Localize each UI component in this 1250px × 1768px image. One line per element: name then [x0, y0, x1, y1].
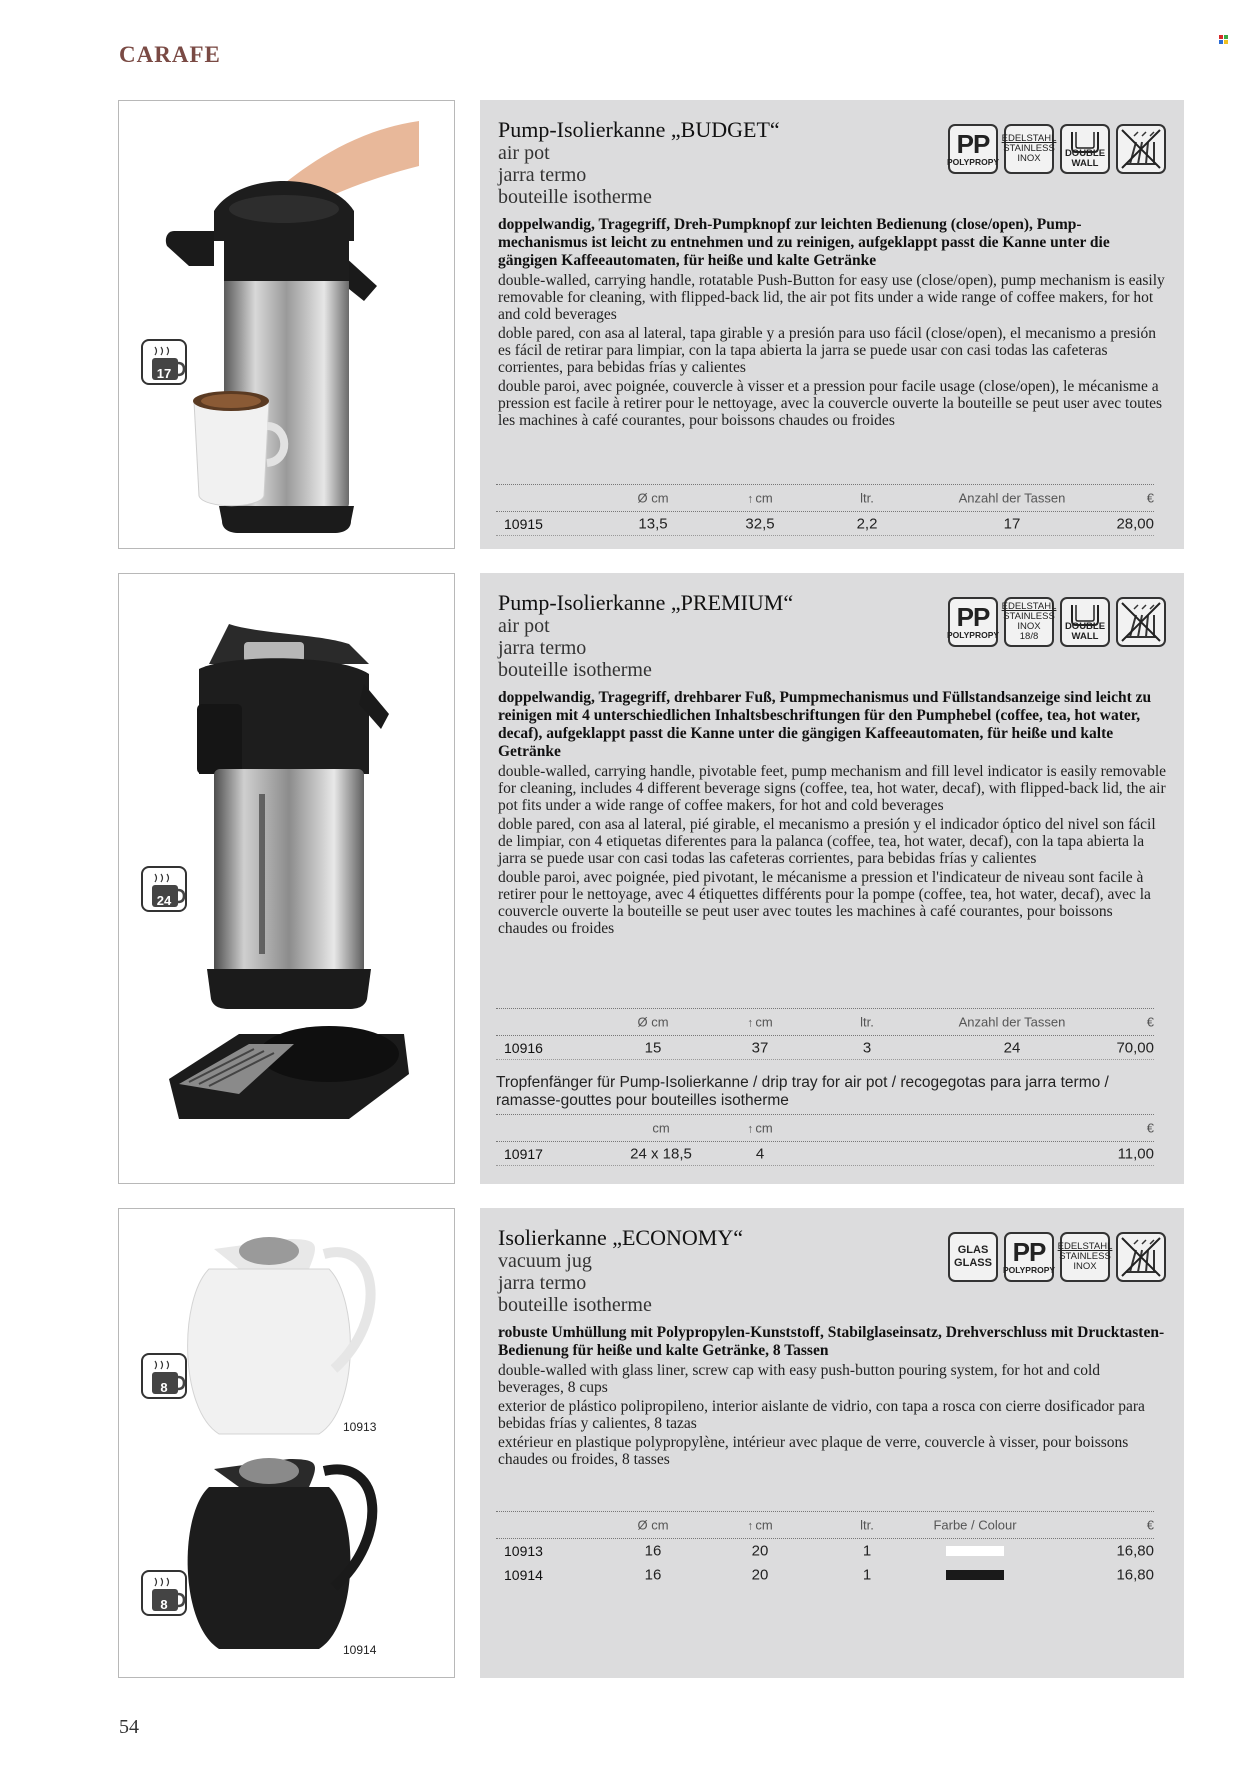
height-arrow-icon: ↑ [747, 491, 754, 506]
product-title: Isolierkanne „ECONOMY“ [498, 1225, 743, 1250]
image-label-white-jug: 10913 [343, 1420, 377, 1434]
drip-tray-description [496, 1074, 1154, 1110]
spec-header: Ø cm ↑ cm ltr. Farbe / Colour € [496, 1511, 1154, 1539]
no-dishwasher-icon [1116, 597, 1166, 647]
polypropylene-icon: PP POLYPROPY [1004, 1232, 1054, 1282]
product-image-budget [118, 100, 455, 549]
spec-header: Ø cm ↑ cm ltr. Anzahl der Tassen € [496, 1008, 1154, 1036]
product-subtitle-en: air pot [498, 615, 550, 637]
spec-header: Ø cm ↑ cm ltr. Anzahl der Tassen € [496, 484, 1154, 512]
double-wall-icon: DOUBLE WALL [1060, 124, 1110, 174]
description-fr: double paroi, avec poignée, couvercle à visser et a pression pour facile usage (close/open), le mécanisme a pression est facile à retirer pour le nettoyage, avec la couvercle ouverte la bouteille se peut user avec toutes les machines à café courantes, pour boissons chaudes ou froides [498, 378, 1163, 429]
spec-table-premium [496, 1008, 1154, 1166]
no-dishwasher-icon [1116, 124, 1166, 174]
height-arrow-icon: ↑ [747, 1121, 754, 1136]
product-title: Pump-Isolierkanne „PREMIUM“ [498, 590, 794, 615]
stainless-steel-icon: EDELSTAHL STAINLESS INOX [1060, 1232, 1110, 1282]
description-fr: double paroi, avec poignée, pied pivotant, le mécanisme a pression et l'indicateur de niveau sont facile à retirer pour le nettoyage, avec 4 étiquettes différents pour la pompe (coffee, tea, hot water, decaf), avec la couvercle ouverte la bouteille se peut user avec toutes les machines à café courantes, pour boissons chaudes ou froides [498, 869, 1151, 937]
drip-tray-title-de: Tropfenfänger für Pump-Isolierkanne [496, 1074, 749, 1091]
color-swatch-black [946, 1570, 1004, 1580]
product-subtitle-es: jarra termo [498, 164, 587, 186]
drip-tray-title-translations: / drip tray for air pot / recogegotas para jarra termo / ramasse-gouttes pour bouteilles isotherme [496, 1074, 1109, 1109]
product-info-budget [480, 100, 1184, 549]
height-arrow-icon: ↑ [747, 1015, 754, 1030]
spec-table-economy [496, 1511, 1154, 1587]
spec-row: 10915 13,5 32,5 2,2 17 28,00 [496, 512, 1154, 536]
product-title: Pump-Isolierkanne „BUDGET“ [498, 117, 780, 142]
stainless-steel-icon: EDELSTAHL STAINLESS INOX [1004, 124, 1054, 174]
description-es: doble pared, con asa al lateral, pié girable, el mecanismo a presión y el indicador óptico del nivel son fácil de limpiar, con 4 etiquetas diferentes para la palanca (coffee, tea, hot water, decaf), con la tapa abierta la jarra se puede usar con casi todas las cafeteras corrientes, para bebidas frías y calientes [498, 816, 1156, 867]
product-subtitle-en: vacuum jug [498, 1250, 592, 1272]
product-subtitle-es: jarra termo [498, 637, 587, 659]
description-fr: extérieur en plastique polypropylène, intérieur avec plaque de verre, couvercle à visser, pour boissons chaudes ou froides, 8 tasses [498, 1434, 1129, 1468]
cup-count: 8 [160, 1380, 168, 1395]
height-arrow-icon: ↑ [747, 1518, 754, 1533]
product-info-economy [480, 1208, 1184, 1678]
no-dishwasher-icon [1116, 1232, 1166, 1282]
polypropylene-icon: PP POLYPROPY [948, 124, 998, 174]
cup-count: 8 [160, 1597, 168, 1612]
description-en: double-walled, carrying handle, rotatable Push-Button for easy use (close/open), pump mechanism is easily removable for cleaning, with flipped-back lid, the air pot fits under a wide range of coffee makers, for hot and cold beverages [498, 272, 1165, 323]
product-subtitle-fr: bouteille isotherme [498, 659, 652, 681]
color-mark-icon [1219, 35, 1228, 44]
spec-row: 10913 16 20 1 16,80 [504, 1542, 1154, 1560]
polypropylene-icon: PP POLYPROPY [948, 597, 998, 647]
description-es: doble pared, con asa al lateral, tapa girable y a presión para uso fácil (close/open), el mecanismo a presión es fácil de retirar para limpiar, con la tapa abierta la jarra se puede usar con casi todas las cafeteras corrientes, para bebidas frías y calientes [498, 325, 1157, 376]
product-subtitle-fr: bouteille isotherme [498, 1294, 652, 1316]
stainless-steel-icon: EDELSTAHL STAINLESS INOX 18/8 [1004, 597, 1054, 647]
description-es: exterior de plástico polipropileno, interior aislante de vidrio, con tapa a rosca con cierre dosificador para bebidas frías y calientes, 8 tazas [498, 1398, 1145, 1432]
product-subtitle-es: jarra termo [498, 1272, 587, 1294]
spec-row: 10916 15 37 3 24 70,00 [496, 1036, 1154, 1060]
cup-count: 17 [156, 366, 172, 381]
double-wall-icon: DOUBLE WALL [1060, 597, 1110, 647]
material-icons [948, 597, 1166, 647]
material-icons [948, 124, 1166, 174]
cup-capacity-badge [141, 339, 187, 385]
material-icons [948, 1232, 1166, 1282]
spec-table-budget [496, 484, 1154, 536]
cup-count: 24 [156, 893, 172, 908]
drip-tray-spec-row: 10917 24 x 18,5 4 11,00 [496, 1142, 1154, 1166]
section-title: CARAFE [119, 42, 221, 67]
spec-row: 10914 16 20 1 16,80 [504, 1566, 1154, 1584]
description-de: robuste Umhüllung mit Polypropylen-Kunststoff, Stabilglaseinsatz, Drehverschluss mit Drucktasten-Bedienung für heiße und kalte Getränke, 8 Tassen [498, 1324, 1165, 1359]
page-number: 54 [119, 1716, 139, 1738]
product-subtitle-fr: bouteille isotherme [498, 186, 652, 208]
cup-capacity-badge [141, 1353, 187, 1399]
description-de: doppelwandig, Tragegriff, Dreh-Pumpknopf zur leichten Bedienung (close/open), Pump-mechanismus ist leicht zu entnehmen und zu reinigen, aufgeklappt passt die Kanne unter die gängigen Kaffeeautomaten, für heiße und kalte Getränke [498, 216, 1110, 269]
glass-icon: GLAS GLASS [948, 1232, 998, 1282]
product-subtitle-en: air pot [498, 142, 550, 164]
drip-tray-spec-header: cm ↑ cm € [496, 1114, 1154, 1142]
description-en: double-walled with glass liner, screw cap with easy push-button pouring system, for hot and cold beverages, 8 cups [498, 1362, 1101, 1396]
air-pot-budget-illustration [119, 101, 456, 550]
image-label-black-jug: 10914 [343, 1643, 377, 1657]
description-de: doppelwandig, Tragegriff, drehbarer Fuß, Pumpmechanismus und Füllstandsanzeige sind leicht zu reinigen mit 4 unterschiedlichen Inhaltsbeschriftungen für den Pumphebel (coffee, tea, hot water, decaf), aufgeklappt passt die Kanne unter die gängigen Kaffeeautomaten, für heiße und kalte Getränke [498, 689, 1152, 760]
description-en: double-walled, carrying handle, pivotable feet, pump mechanism and fill level indicator is easily removable for cleaning, includes 4 different beverage signs (coffee, tea, hot water, decaf), with flipped-back lid, the air pot fits under a wide range of coffee makers, for hot and cold beverages [498, 763, 1166, 814]
color-swatch-white [946, 1546, 1004, 1556]
cup-capacity-badge [141, 1570, 187, 1616]
cup-capacity-badge [141, 866, 187, 912]
